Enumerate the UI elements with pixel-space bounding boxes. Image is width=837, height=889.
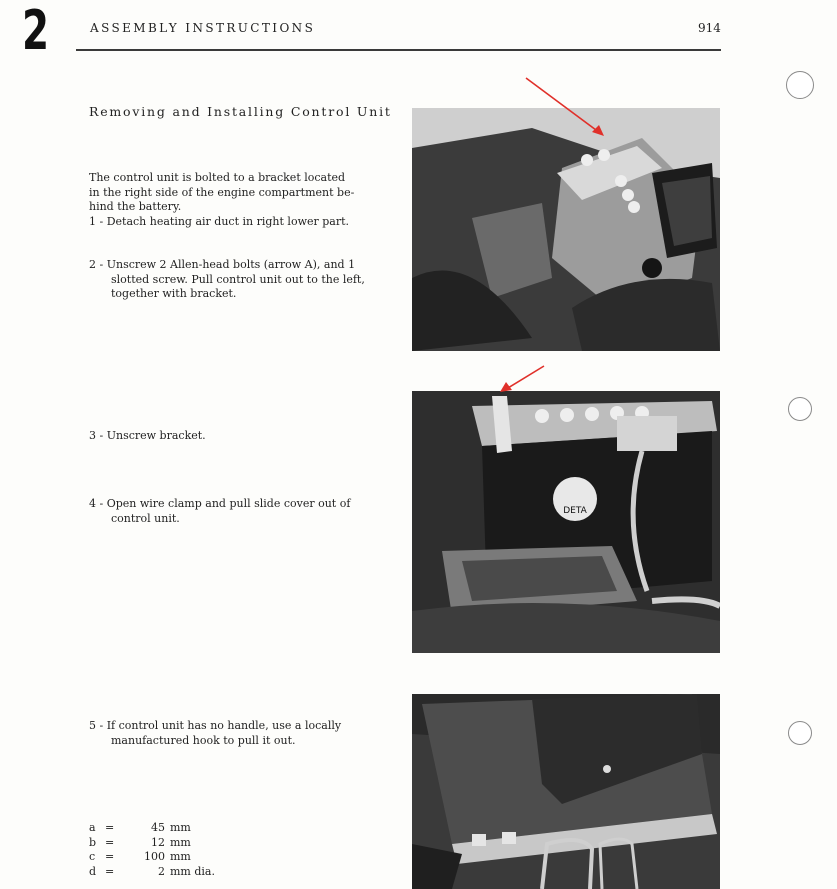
step-2-block [89, 258, 389, 302]
step-3: 3 - Unscrew bracket. [89, 429, 206, 442]
page-number: 914 [698, 21, 721, 35]
arrow-a-icon [520, 74, 610, 140]
intro-paragraph [89, 171, 389, 229]
step-4: 4 - Open wire clamp and pull slide cover out of control unit. [89, 497, 351, 525]
dimension-letter: d [89, 864, 97, 878]
dimension-row [89, 850, 215, 865]
dimension-equals: = [105, 850, 115, 864]
dimension-value: 100 [144, 850, 165, 864]
intro-line-1: The control unit is bolted to a bracket located [89, 171, 346, 184]
battery-label: DETA [563, 506, 587, 516]
dimension-value: 45 [151, 821, 165, 834]
punch-hole [788, 397, 812, 421]
step-2: 2 - Unscrew 2 Allen-head bolts (arrow A), and 1 slotted screw. Pull control unit out to the left, together with bracket. [89, 258, 365, 301]
step-1: 1 - Detach heating air duct in right lower part. [89, 214, 350, 228]
dimension-unit: mm [170, 821, 191, 834]
dimension-row [89, 865, 215, 880]
punch-hole [786, 71, 814, 99]
dimension-value: 2 [158, 864, 165, 878]
step-5: 5 - If control unit has no handle, use a locally manufactured hook to pull it out. [89, 719, 342, 747]
dimension-unit: mm dia. [170, 864, 215, 878]
dimension-unit: mm [170, 850, 191, 864]
step-5-block [89, 719, 389, 748]
intro-line-2: in the right side of the engine compartment be- [89, 185, 355, 199]
dimension-value: 12 [151, 835, 165, 849]
dimension-equals: = [105, 821, 115, 834]
dimension-list [89, 821, 215, 879]
dimension-row [89, 821, 215, 836]
punch-hole [788, 721, 812, 745]
intro-line-3: hind the battery. [89, 200, 182, 214]
section-title: Removing and Installing Control Unit [89, 104, 392, 119]
photo-control-unit-with-hook [412, 694, 720, 889]
arrow-wire-clamp-icon [496, 362, 548, 394]
header-rule [76, 49, 721, 51]
photo-bracket-and-battery [412, 391, 720, 653]
dimension-equals: = [105, 864, 115, 878]
running-header-title: ASSEMBLY INSTRUCTIONS [90, 21, 316, 35]
step-3-block [89, 429, 389, 444]
step-4-block [89, 497, 389, 526]
dimension-letter: a [89, 821, 96, 834]
dimension-unit: mm [170, 835, 191, 849]
dimension-letter: b [89, 835, 97, 849]
dimension-equals: = [105, 835, 115, 849]
dimension-row [89, 836, 215, 851]
chapter-number: 2 [22, 0, 50, 62]
dimension-letter: c [89, 850, 96, 864]
photo-control-unit-in-engine-bay [412, 108, 720, 351]
